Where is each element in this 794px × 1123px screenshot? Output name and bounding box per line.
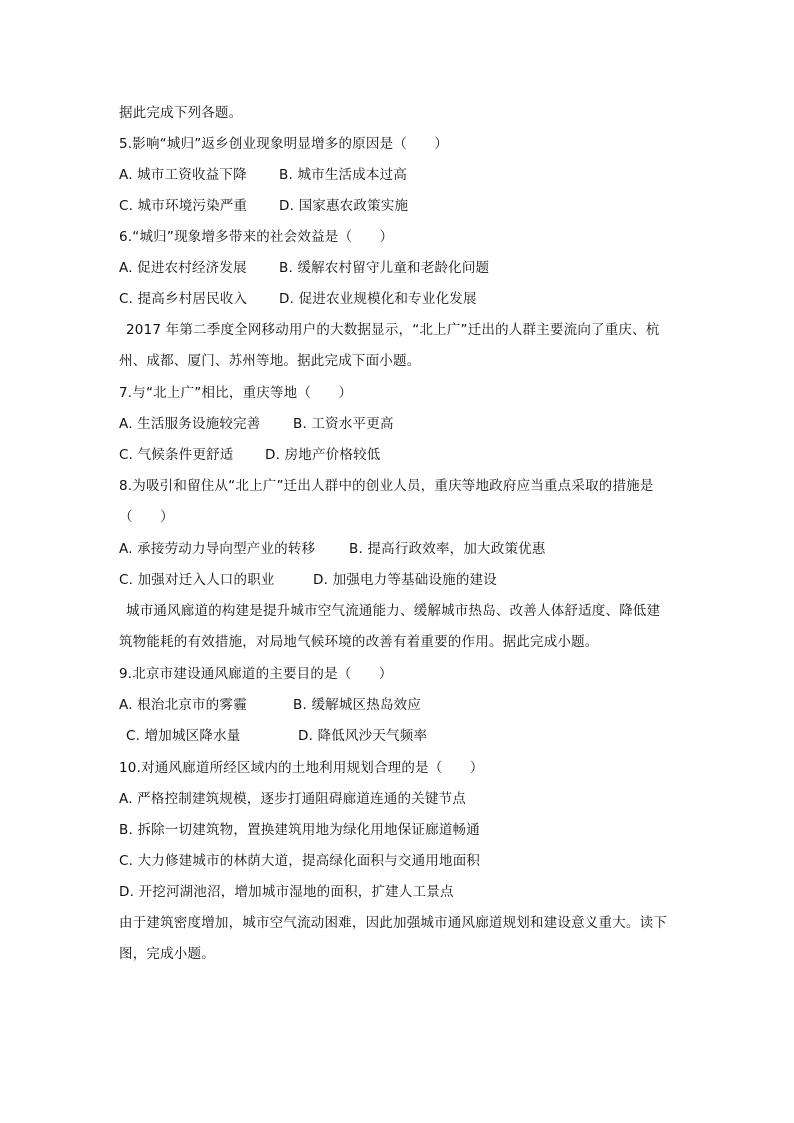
passage4-line1: 由于建筑密度增加，城市空气流动困难，因此加强城市通风廊道规划和建设意义重大。读下 bbox=[119, 915, 667, 931]
q6-option-b: B. 缓解农村留守儿童和老龄化问题 bbox=[279, 260, 490, 276]
q8-stem: 8.为吸引和留住从“北上广”迁出人群中的创业人员，重庆等地政府应当重点采取的措施是 bbox=[119, 478, 654, 494]
q7-option-a: A. 生活服务设施较完善 bbox=[119, 416, 261, 432]
q8-stem-bracket: （ ） bbox=[119, 509, 174, 525]
q10-option-b: B. 拆除一切建筑物，置换建筑用地为绿化用地保证廊道畅通 bbox=[119, 822, 480, 838]
q5-option-a: A. 城市工资收益下降 bbox=[119, 167, 247, 183]
passage2-line2: 州、成都、厦门、苏州等地。据此完成下面小题。 bbox=[119, 353, 421, 369]
q8-option-b: B. 提高行政效率，加大政策优惠 bbox=[349, 541, 546, 557]
q6-option-a: A. 促进农村经济发展 bbox=[119, 260, 247, 276]
passage3-line1: 城市通风廊道的构建是提升城市空气流通能力、缓解城市热岛、改善人体舒适度、降低建 bbox=[126, 603, 661, 619]
q7-stem: 7.与“北上广”相比，重庆等地（ ） bbox=[119, 385, 353, 401]
passage3-line2: 筑物能耗的有效措施，对局地气候环境的改善有着重要的作用。据此完成小题。 bbox=[119, 634, 599, 650]
q9-stem: 9.北京市建设通风廊道的主要目的是（ ） bbox=[119, 666, 393, 682]
intro-text: 据此完成下列各题。 bbox=[119, 105, 243, 121]
q10-option-d: D. 开挖河湖池沼，增加城市湿地的面积，扩建人工景点 bbox=[119, 884, 454, 900]
q6-stem: 6.“城归”现象增多带来的社会效益是（ ） bbox=[119, 229, 394, 245]
q10-option-c: C. 大力修建城市的林荫大道，提高绿化面积与交通用地面积 bbox=[119, 853, 481, 869]
q7-option-d: D. 房地产价格较低 bbox=[265, 447, 381, 463]
q9-option-c: C. 增加城区降水量 bbox=[126, 728, 241, 744]
q5-option-d: D. 国家惠农政策实施 bbox=[279, 198, 409, 214]
q5-option-c: C. 城市环境污染严重 bbox=[119, 198, 248, 214]
q9-option-a: A. 根治北京市的雾霾 bbox=[119, 697, 247, 713]
q9-option-d: D. 降低风沙天气频率 bbox=[298, 728, 428, 744]
q8-option-c: C. 加强对迁入人口的职业 bbox=[119, 572, 275, 588]
q10-stem: 10.对通风廊道所经区域内的土地利用规划合理的是（ ） bbox=[119, 760, 484, 776]
q7-option-c: C. 气候条件更舒适 bbox=[119, 447, 234, 463]
passage4-line2: 图，完成小题。 bbox=[119, 946, 215, 962]
q9-option-b: B. 缓解城区热岛效应 bbox=[293, 697, 422, 713]
q10-option-a: A. 严格控制建筑规模，逐步打通阻碍廊道连通的关键节点 bbox=[119, 791, 466, 807]
q6-option-d: D. 促进农业规模化和专业化发展 bbox=[279, 291, 477, 307]
passage2-line1: 2017 年第二季度全网移动用户的大数据显示，“北上广”迁出的人群主要流向了重庆、杭 bbox=[126, 322, 660, 338]
q8-option-d: D. 加强电力等基础设施的建设 bbox=[313, 572, 497, 588]
q6-option-c: C. 提高乡村居民收入 bbox=[119, 291, 248, 307]
q8-option-a: A. 承接劳动力导向型产业的转移 bbox=[119, 541, 316, 557]
q7-option-b: B. 工资水平更高 bbox=[293, 416, 394, 432]
q5-option-b: B. 城市生活成本过高 bbox=[279, 167, 408, 183]
q5-stem: 5.影响“城归”返乡创业现象明显增多的原因是（ ） bbox=[119, 136, 449, 152]
